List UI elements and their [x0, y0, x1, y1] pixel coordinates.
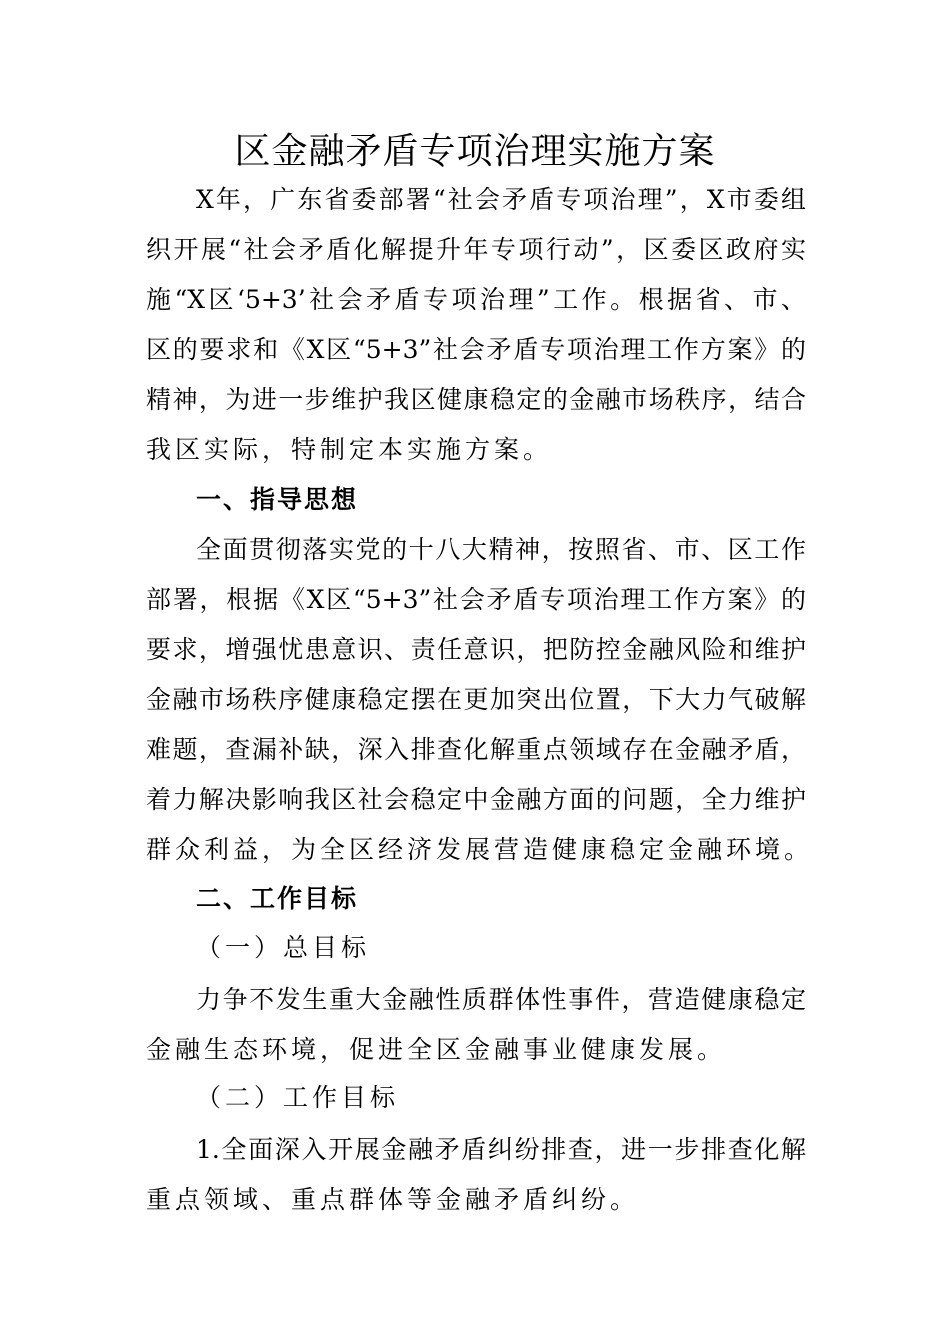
section-2-heading: 二、工作目标 — [196, 884, 359, 913]
intro-line-2: 织开展“社会矛盾化解提升年专项行动”，区委区政府实 — [146, 235, 806, 264]
document-title: 区金融矛盾专项治理实施方案 — [234, 131, 716, 172]
section-1-line-4: 金融市场秩序健康稳定摆在更加突出位置，下大力气破解 — [146, 685, 806, 714]
subsection-2-line-2: 重点领域、重点群体等金融矛盾纠纷。 — [146, 1185, 640, 1214]
intro-line-1: X年，广东省委部署“社会矛盾专项治理”，X市委组 — [196, 185, 806, 214]
subsection-1-line-2: 金融生态环境，促进全区金融事业健康发展。 — [146, 1035, 727, 1064]
section-1-heading: 一、指导思想 — [196, 485, 359, 514]
section-1-line-5: 难题，查漏补缺，深入排查化解重点领域存在金融矛盾， — [146, 735, 806, 764]
subsection-2-heading: （二）工作目标 — [196, 1083, 400, 1112]
intro-line-6: 我区实际，特制定本实施方案。 — [146, 435, 553, 464]
section-1-line-2: 部署，根据《X区“5+3”社会矛盾专项治理工作方案》的 — [146, 585, 806, 614]
intro-line-5: 精神，为进一步维护我区健康稳定的金融市场秩序，结合 — [146, 385, 806, 414]
section-1-line-7: 群众利益，为全区经济发展营造健康稳定金融环境。 — [146, 835, 814, 864]
section-1-line-3: 要求，增强忧患意识、责任意识，把防控金融风险和维护 — [146, 635, 806, 664]
subsection-1-heading: （一）总目标 — [196, 933, 371, 962]
intro-line-4: 区的要求和《X区“5+3”社会矛盾专项治理工作方案》的 — [146, 335, 806, 364]
section-1-line-1: 全面贯彻落实党的十八大精神，按照省、市、区工作 — [196, 535, 806, 564]
section-1-line-6: 着力解决影响我区社会稳定中金融方面的问题，全力维护 — [146, 785, 806, 814]
subsection-2-line-1: 1.全面深入开展金融矛盾纠纷排查，进一步排查化解 — [196, 1135, 806, 1164]
intro-line-3: 施“X区‘5+3’社会矛盾专项治理”工作。根据省、市、 — [146, 285, 806, 314]
subsection-1-line-1: 力争不发生重大金融性质群体性事件，营造健康稳定 — [196, 985, 806, 1014]
